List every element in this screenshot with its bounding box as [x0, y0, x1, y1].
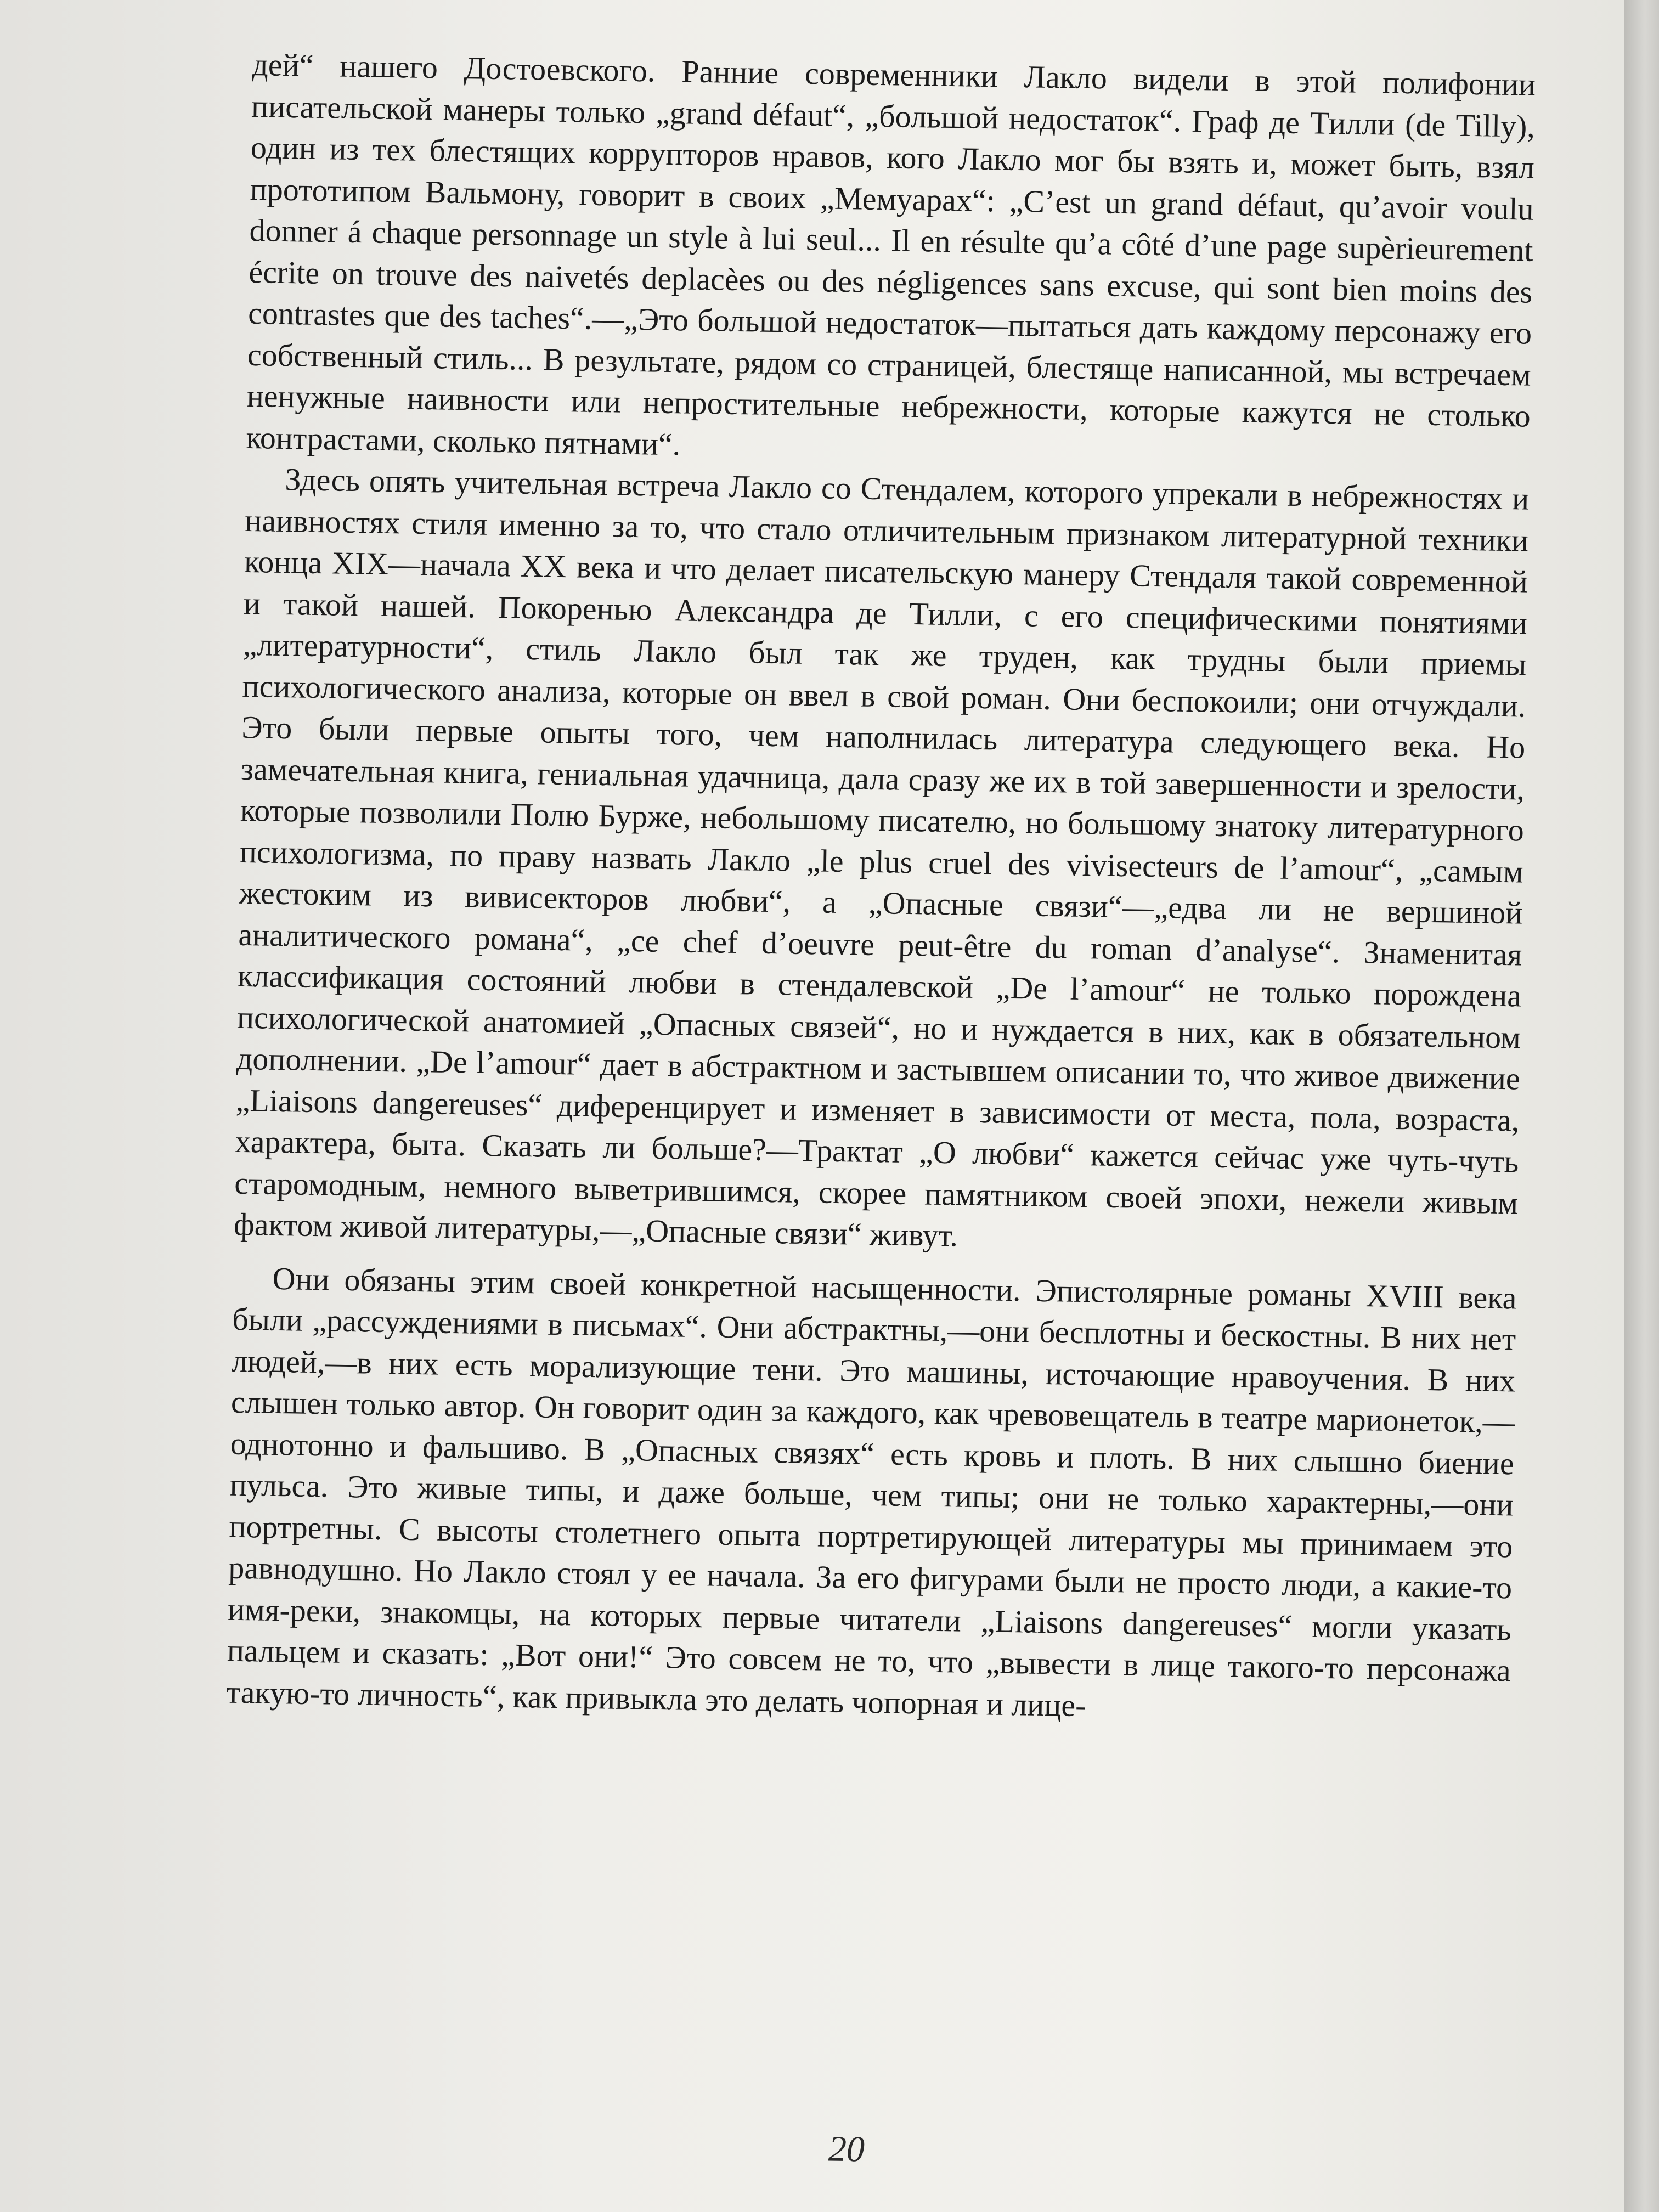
paragraph-1: дей“ нашего Достоевского. Ранние современники Лакло видели в этой полифонии писательской манеры только „grand défaut“, „большой недостаток“. Граф де Тилли (de Tilly), один из тех блестящих коррупторов нравов, кого Лакло мог бы взять и, может быть, взял прототипом Вальмону, говорит в своих „Мемуарах“: „C’est un grand défaut, qu’avoir voulu donner á chaque personnage un style à lui seul... Il en résulte qu’a côté d’une page supèrieurement écrite on trouve des naivetés deplacèes ou des négligences sans excuse, qui sont bien moins des contrastes que des taches“.—„Это большой недостаток—пытаться дать каждому персонажу его собственный стиль... В результате, рядом со страницей, блестяще написанной, мы встречаем ненужные наивности или непростительные небрежности, которые кажутся не столько контрастами, сколько пятнами“.: [246, 46, 1536, 462]
paragraph-2: Здесь опять учительная встреча Лакло со Стендалем, которого упрекали в небрежностях и наивностях стиля именно за то, что стало отличительным признаком литературной техники конца XIX—начала XX века и что делает писательскую манеру Стендаля такой современной и такой нашей. Покоренью Александра де Тилли, с его специфическими понятиями „литературности“, стиль Лакло был так же труден, как трудны были приемы психологического анализа, которые он ввел в свой роман. Они беспокоили; они отчуждали. Это были первые опыты того, чем наполнилась литература следующего века. Но замечательная книга, гениальная удачница, дала сразу же их в той завершенности и зрелости, которые позволили Полю Бурже, небольшому писателю, но большому знатоку литературного психологизма, по праву назвать Лакло „le plus cruel des vivisecteurs de l’amour“, „самым жестоким из вивисекторов любви“, а „Опасные связи“—„едва ли не вершиной аналитического романа“, „ce chef d’oeuvre peut-être du roman d’analyse“. Знаменитая классификация состояний любви в стендалевской „De l’amour“ не только порождена психологической анатомией „Опасных связей“, но и нуждается в них, как в обязательном дополнении. „De l’amour“ дает в абстрактном и застывшем описании то, что живое движение „Liaisons dangereuses“ диференцирует и изменяет в зависимости от места, пола, возраста, характера, быта. Сказать ли больше?—Трактат „О любви“ кажется сейчас уже чуть-чуть старомодным, немного выветрившимся, скорее памятником своей эпохи, нежели живым фактом живой литературы,—„Опасные связи“ живут.: [233, 461, 1530, 1254]
main-text: [226, 44, 1536, 1733]
page-edge: [1624, 0, 1659, 2212]
paragraph-3: Они обязаны этим своей конкретной насыщенности. Эпистолярные романы XVIII века были „рассуждениями в письмах“. Они абстрактны,—они бесплотны и бескостны. В них нет людей,—в них есть морализующие тени. Это машины, источающие нравоучения. В них слышен только автор. Он говорит один за каждого, как чревовещатель в театре марионеток,—однотонно и фальшиво. В „Опасных связях“ есть кровь и плоть. В них слышно биение пульса. Это живые типы, и даже больше, чем типы; они не только характерны,—они портретны. С высоты столетнего опыта портретирующей литературы мы принимаем это равнодушно. Но Лакло стоял у ее начала. За его фигурами были не просто люди, а какие-то имя-реки, знакомцы, на которых первые читатели „Liaisons dangereuses“ могли указать пальцем и сказать: „Вот они!“ Это совсем не то, что „вывести в лице такого-то персонажа такую-то личность“, как привыкла это делать чопорная и лице-: [226, 1260, 1517, 1723]
page-number: 20: [828, 2129, 865, 2170]
